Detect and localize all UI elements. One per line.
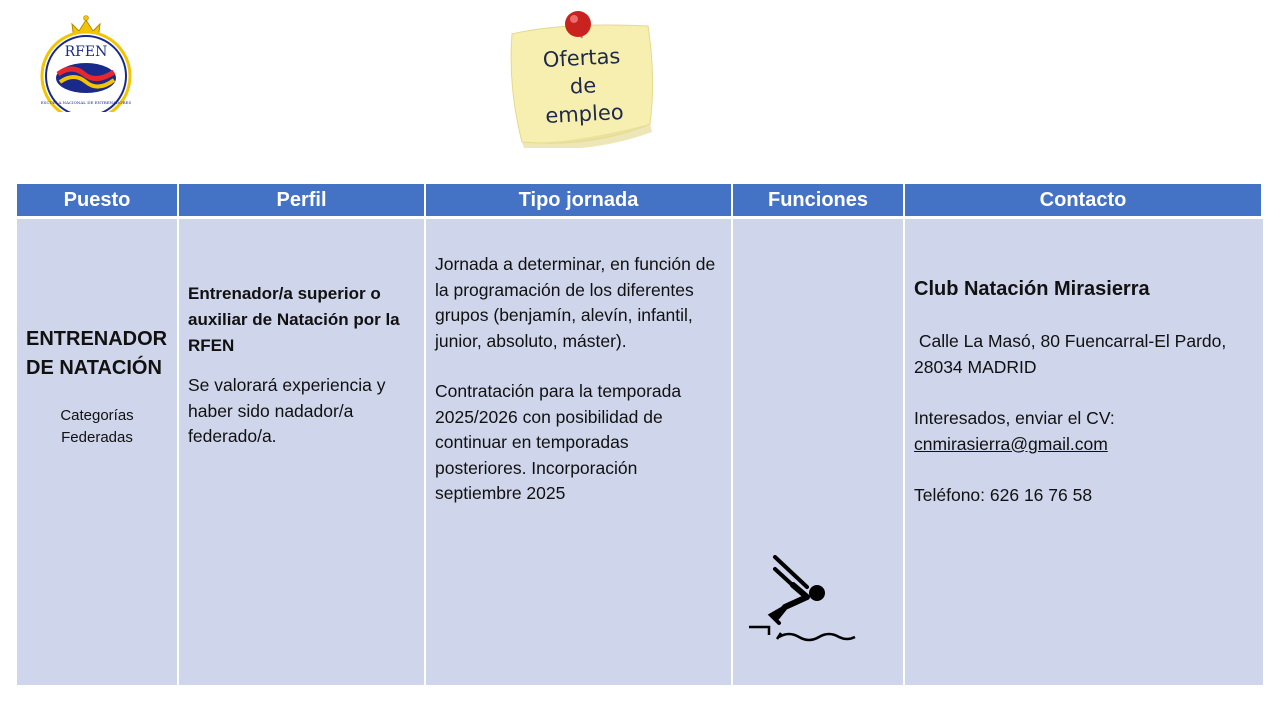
job-category-line-1: Categorías [60,407,134,424]
cell-perfil [179,219,426,685]
header-puesto: Puesto [17,184,179,219]
cell-puesto [17,219,179,685]
job-offers-table [17,184,1263,685]
cell-tipo-jornada [426,219,733,685]
club-address: Calle La Masó, 80 Fuencarral-El Pardo, 28034 MADRID [914,331,1232,377]
phone-number: Teléfono: 626 16 76 58 [914,485,1093,505]
note-text [513,40,653,131]
header-perfil: Perfil [179,184,426,219]
profile-preference: Se valorará experiencia y haber sido nadador/a federado/a. [188,375,386,446]
logo-caption: ESCUELA NACIONAL DE ENTRENADORES [40,100,132,105]
schedule-description: Jornada a determinar, en función de la programación de los diferentes grupos (benjamín, alevín, infantil, junior, absoluto, máster). [435,254,716,351]
contract-description: Contratación para la temporada 2025/2026 con posibilidad de continuar en temporadas posteriores. Incorporación septiembre 2025 [435,381,682,503]
job-category [26,405,168,449]
logo-text: RFEN [64,44,108,60]
job-title-line-2: DE NATACIÓN [26,357,162,379]
cv-label: Interesados, enviar el CV: [914,408,1115,428]
job-title [26,325,168,383]
note-line-2: de [569,73,597,99]
cv-instructions [914,406,1254,457]
header-tipo-jornada: Tipo jornada [426,184,733,219]
note-line-1: Ofertas [542,44,621,73]
club-name: Club Natación Mirasierra [914,278,1150,300]
job-category-line-2: Federadas [61,429,133,446]
rfen-logo [36,10,136,112]
job-title-line-1: ENTRENADOR [26,328,168,350]
header-funciones: Funciones [733,184,905,219]
cell-funciones [733,219,905,685]
cell-contacto [905,219,1263,685]
email-link[interactable]: cnmirasierra@gmail.com [914,433,1108,454]
header-contacto: Contacto [905,184,1263,219]
swimmer-diving-icon [749,555,859,645]
profile-requirement: Entrenador/a superior o auxiliar de Natación por la RFEN [188,284,400,355]
note-line-3: empleo [544,99,625,128]
